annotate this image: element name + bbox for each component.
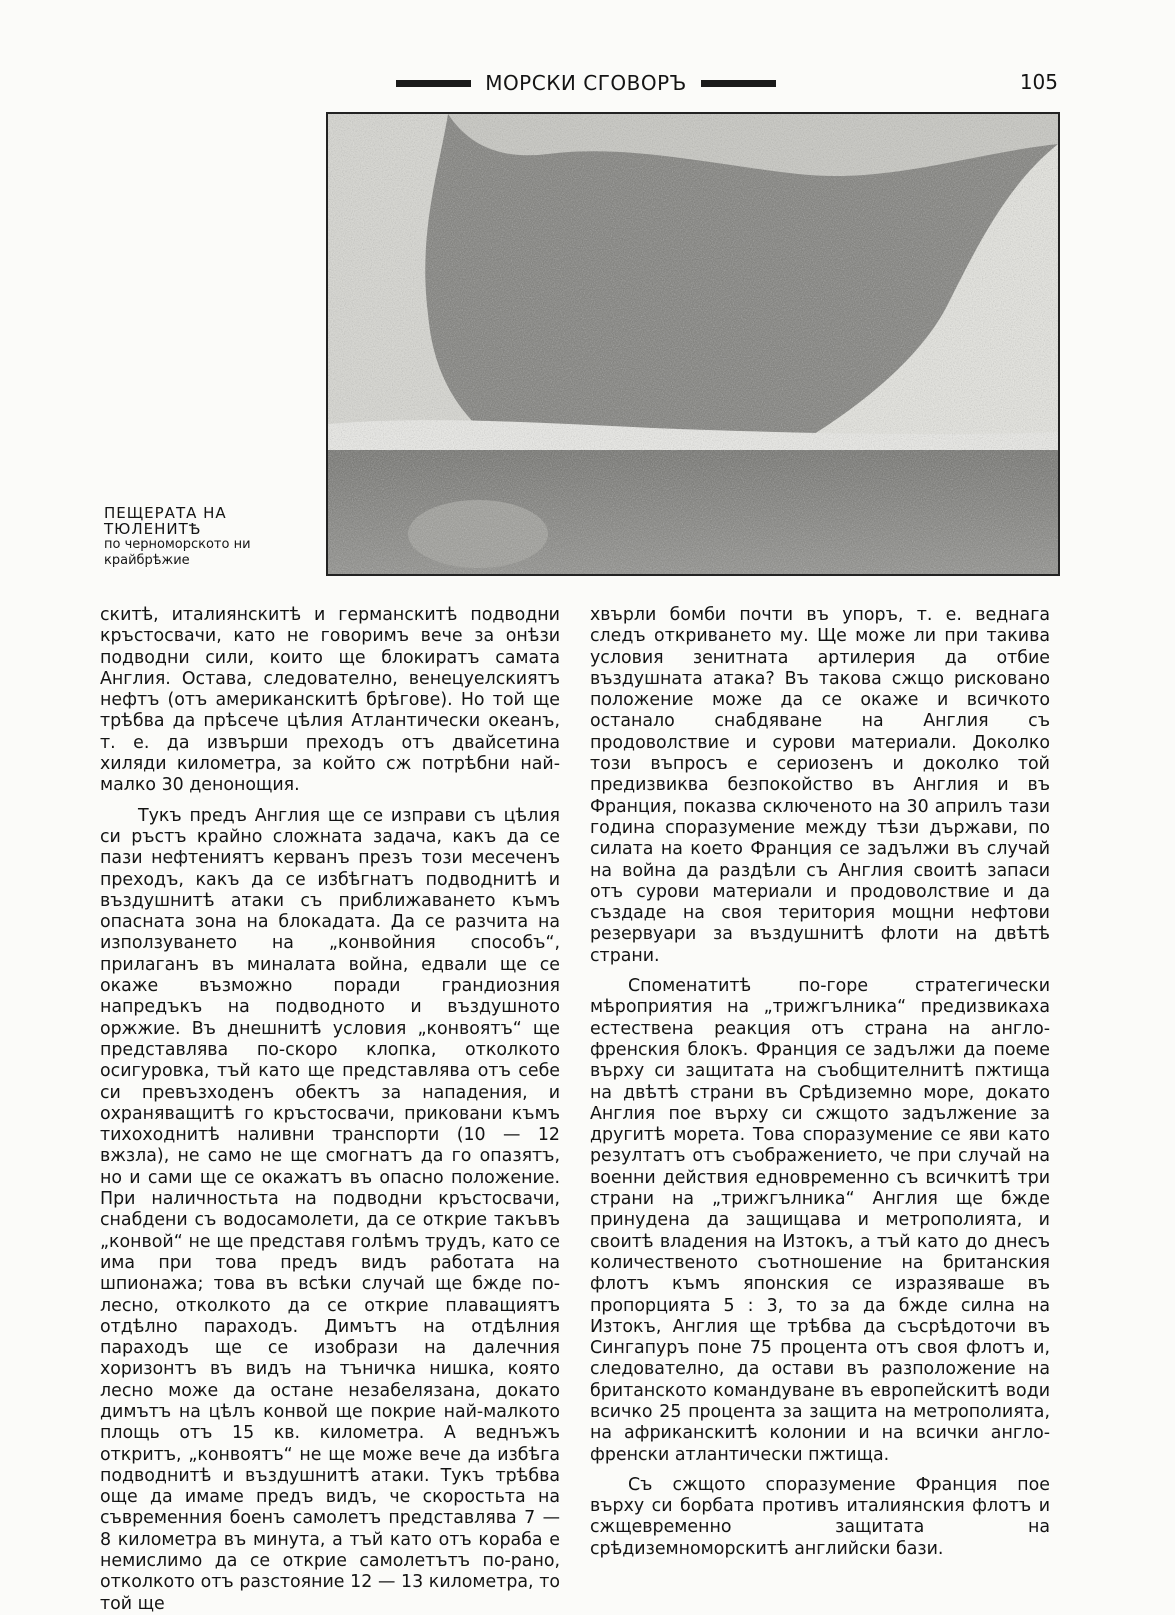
paragraph: Съ сжщото споразумение Франция пое върху си борбата противъ италиянския флотъ и сжщевременно защитата на срѣдиземноморскитѣ английски бази. bbox=[590, 1474, 1050, 1559]
page-number: 105 bbox=[1019, 70, 1058, 94]
caption-sub-line2: крайбрѣжие bbox=[104, 553, 190, 568]
running-header bbox=[330, 66, 1060, 100]
left-text-column bbox=[100, 605, 560, 1615]
photo-drawing bbox=[328, 114, 1058, 574]
header-rule-left bbox=[396, 80, 471, 87]
paragraph: хвърли бомби почти въ упоръ, т. е. веднага следъ откриването му. Ще може ли при такива условия зенитната артилерия да отбие въздушната атака? Въ такова сжщо рисковано положение може да се окаже и всичкото останало снабдяване на Англия съ продоволствие и сурови материали. Доколко този въпросъ е сериозенъ и доколко той предизвиква безпокойство въ Англия и въ Франция, показва сключеното на 30 априлъ тази година споразумение между тѣзи държави, по силата на което Франция се задължи въ случай на война да раздѣли съ Англия своитѣ запаси отъ сурови материали и продоволствие и да създаде на своя територия мощни нефтови резервуари за въздушнитѣ флоти на двѣтѣ страни. bbox=[590, 605, 1050, 966]
paragraph: скитѣ, италиянскитѣ и германскитѣ подводни кръстосвачи, като не говоримъ вече за онѣзи подводни сили, които ще блокиратъ самата Англия. Остава, следователно, венецуелскиятъ нефтъ (отъ американскитѣ брѣгове). Но той ще трѣбва да прѣсече цѣлия Атлантически океанъ, т. е. да извърши преходъ отъ двайсетина хиляди километра, за който сж потрѣбни най-малко 30 денонощия. bbox=[100, 605, 560, 796]
caption-title-line2: ТЮЛЕНИТѢ bbox=[104, 520, 202, 538]
paragraph: Тукъ предъ Англия ще се изправи съ цѣлия си ръстъ крайно сложната задача, какъ да се пази нефтениятъ керванъ презъ този месеченъ преходъ, какъ да се избѣгнатъ подводнитѣ и въздушнитѣ атаки съ приближаването къмъ опасната зона на блокадата. Да се разчита на използуването на „конвойния способъ“, прилаганъ въ миналата война, едвали ще се окаже възможно поради грандиозния напредъкъ на подводното и въздушното оржжие. Въ днешнитѣ условия „конвоятъ“ ще представлява по-скоро клопка, отколкото осигуровка, тъй като ще представлява отъ себе си превъзходенъ обектъ за нападения, и охраняващитѣ го кръстосвачи, приковани къмъ тихоходнитѣ наливни транспорти (10 — 12 вжзла), не само не ще смогнатъ да го опазятъ, но и сами ще се окажатъ въ опасно положение. При наличностьта на подводни кръстосвачи, снабдени съ водосамолети, да се открие такъвъ „конвой“ не ще представя голѣмъ трудъ, като се има при това предъ видъ работата на шпионажа; това въ всѣки случай ще бжде по-лесно, отколкото да се открие плаващиятъ отдѣлно параходъ. Димътъ на отдѣлния параходъ ще се изобрази на далечния хоризонтъ въ видъ на тъничка нишка, която лесно може да остане незабелязана, докато димътъ на цѣлъ конвой ще покрие най-малкото площь отъ 15 кв. километра. А веднъжъ откритъ, „конвоятъ“ не ще може вече да избѣга подводнитѣ и въздушнитѣ атаки. Тукъ трѣбва още да имаме предъ видъ, че скоростьта на съвременния боенъ самолетъ представлява 7 — 8 километра въ минута, а тъй като отъ кораба е немислимо да се открие самолетътъ по-рано, отколкото отъ разстояние 12 — 13 километра, то той ще bbox=[100, 805, 560, 1614]
caption-sub-line1: по черноморското ни bbox=[104, 537, 251, 552]
header-rule-right bbox=[701, 80, 776, 87]
paragraph: Споменатитѣ по-горе стратегически мѣроприятия на „трижгълника“ предизвикаха естествена реакция отъ страна на англо-френския блокъ. Франция се задължи да поеме върху си защитата на съобщителнитѣ пжтища на двѣтѣ страни въ Срѣдиземно море, докато Англия пое върху си сжщото задължение за другитѣ морета. Това споразумение се яви като резултатъ отъ съображението, че при случай на военни действия едновременно съ всичкитѣ три страни на „трижгълника“ Англия ще бжде принудена да защищава и метрополията, и своитѣ владения на Изтокъ, а тъй като до днесъ количественото съотношение на британския флотъ къмъ японския се изразяваше въ пропорцията 5 : 3, то за да бжде силна на Изтокъ, Англия ще трѣбва да съсрѣдоточи въ Сингапуръ поне 75 процента отъ своя флотъ и, следователно, да остави въ разположение на британското командуване въ европейскитѣ води всичко 25 процента за защита на метрополията, на африканскитѣ колонии и на всички англо-френски атлантически пжтища. bbox=[590, 976, 1050, 1465]
figure-caption bbox=[104, 505, 304, 569]
header-title: МОРСКИ СГОВОРЪ bbox=[485, 71, 687, 95]
cave-photograph bbox=[326, 112, 1060, 576]
right-text-column bbox=[590, 605, 1050, 1560]
header-title-group bbox=[396, 66, 776, 100]
caption-title-line1: ПЕЩЕРАТА НА bbox=[104, 504, 227, 522]
